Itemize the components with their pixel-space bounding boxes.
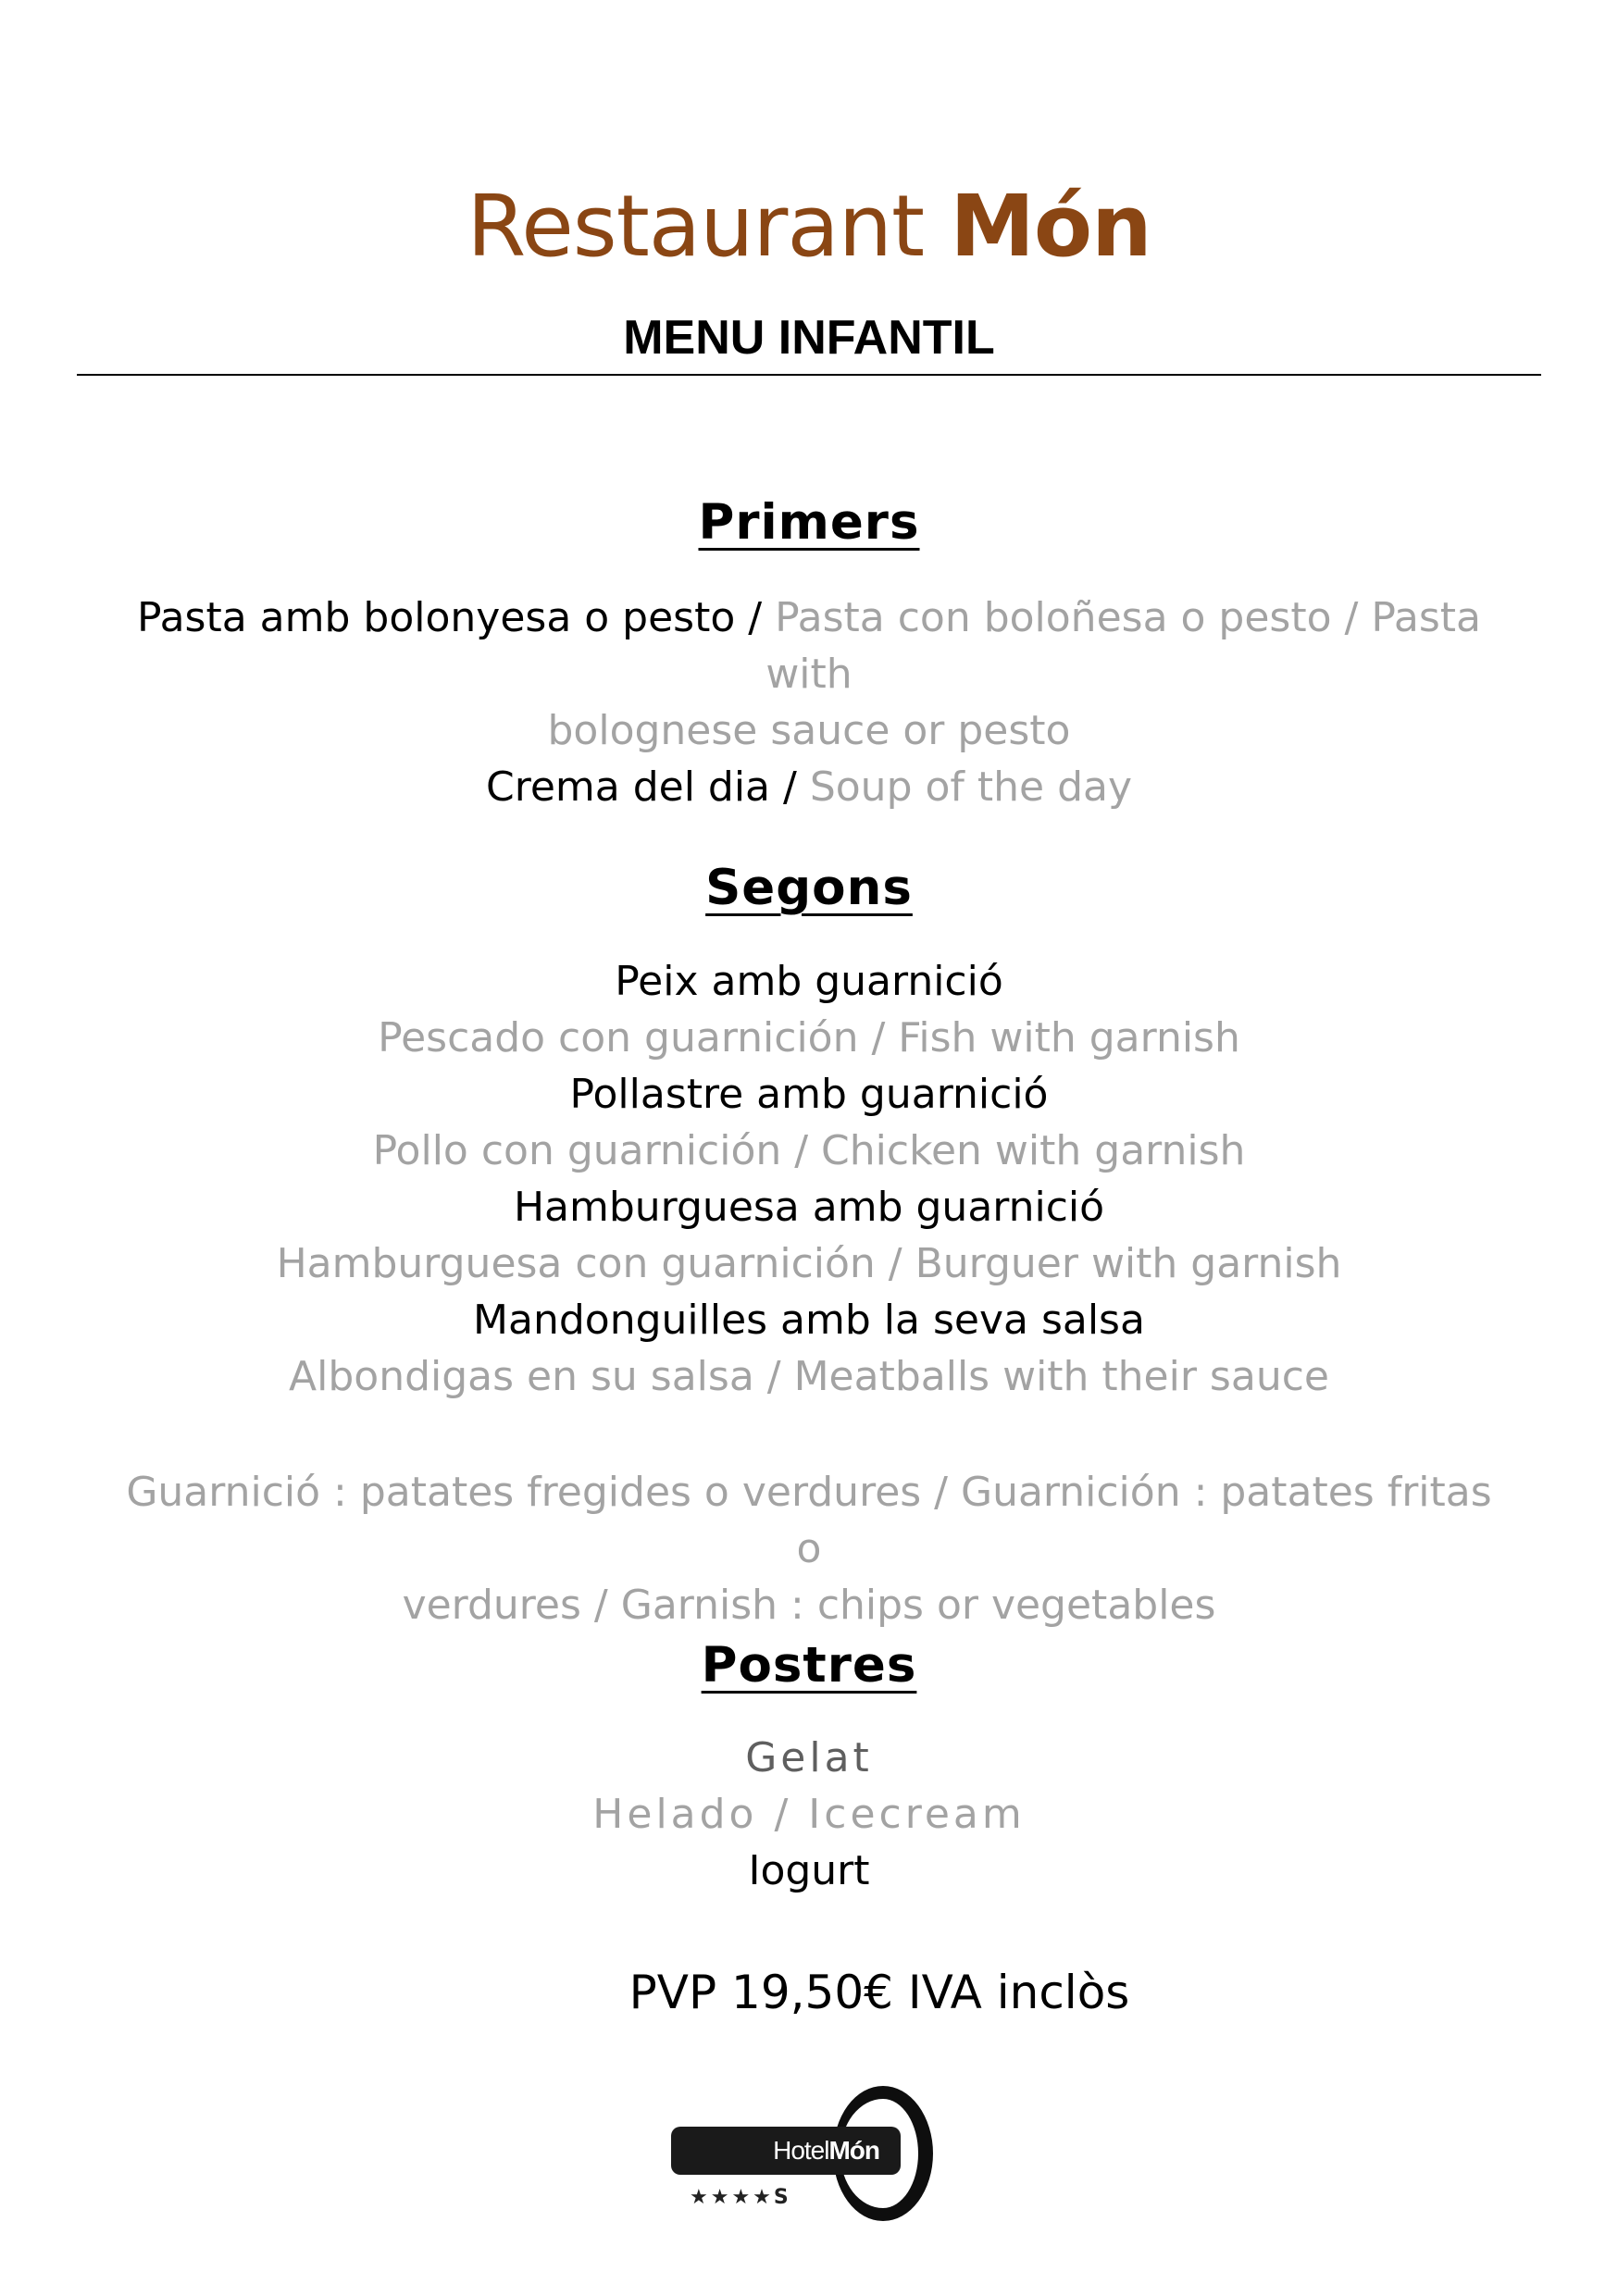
item-catalan: Pasta amb bolonyesa o pesto / — [137, 594, 776, 641]
logo-text: HotelMón — [773, 2136, 879, 2165]
restaurant-title-bold: Món — [950, 176, 1151, 276]
logo-bar — [671, 2127, 901, 2175]
menu-title: MENU INFANTIL — [623, 311, 995, 365]
item-catalan: Crema del dia / — [485, 763, 810, 811]
restaurant-title — [0, 167, 1618, 287]
hotel-mon-logo — [666, 2082, 963, 2230]
item-translation: Albondigas en su salsa / Meatballs with their sauce — [289, 1353, 1329, 1400]
item-translation-continued: bolognese sauce or pesto — [547, 707, 1071, 754]
menu-item — [120, 590, 1498, 702]
primers-list — [120, 590, 1498, 815]
garnish-note-line: Guarnició : patates fregides o verdures / Guarnición : patates fritas o — [126, 1469, 1492, 1572]
item-catalan: Gelat — [745, 1734, 873, 1781]
item-catalan: Peix amb guarnició — [615, 958, 1003, 1005]
item-translation: Hamburguesa con guarnición / Burguer with garnish — [276, 1240, 1342, 1287]
item-translation: Soup of the day — [809, 763, 1133, 811]
item-catalan: Iogurt — [748, 1847, 870, 1894]
item-translation: Pescado con guarnición / Fish with garnish — [378, 1014, 1240, 1061]
section-heading-segons: Segons — [705, 860, 913, 916]
item-catalan: Hamburguesa amb guarnició — [513, 1184, 1105, 1231]
segons-list — [120, 953, 1498, 1405]
section-heading-postres: Postres — [701, 1637, 917, 1694]
item-catalan: Pollastre amb guarnició — [569, 1071, 1049, 1118]
garnish-note-line: verdures / Garnish : chips or vegetables — [402, 1582, 1216, 1629]
item-catalan: Mandonguilles amb la seva salsa — [473, 1297, 1145, 1344]
menu-item — [120, 759, 1498, 815]
item-translation: Pollo con guarnición / Chicken with garnish — [372, 1127, 1246, 1174]
item-translation: Pasta con boloñesa o pesto / Pasta with — [765, 594, 1481, 698]
section-heading-primers: Primers — [698, 494, 920, 551]
price: PVP 19,50€ IVA inclòs — [629, 1966, 1130, 2019]
header-divider — [77, 374, 1541, 376]
logo-stars: ★★★★S — [690, 2186, 791, 2209]
postres-list — [120, 1730, 1498, 1899]
garnish-note — [120, 1464, 1498, 1633]
restaurant-title-regular: Restaurant — [467, 176, 951, 276]
item-translation: Helado / Icecream — [592, 1791, 1026, 1838]
